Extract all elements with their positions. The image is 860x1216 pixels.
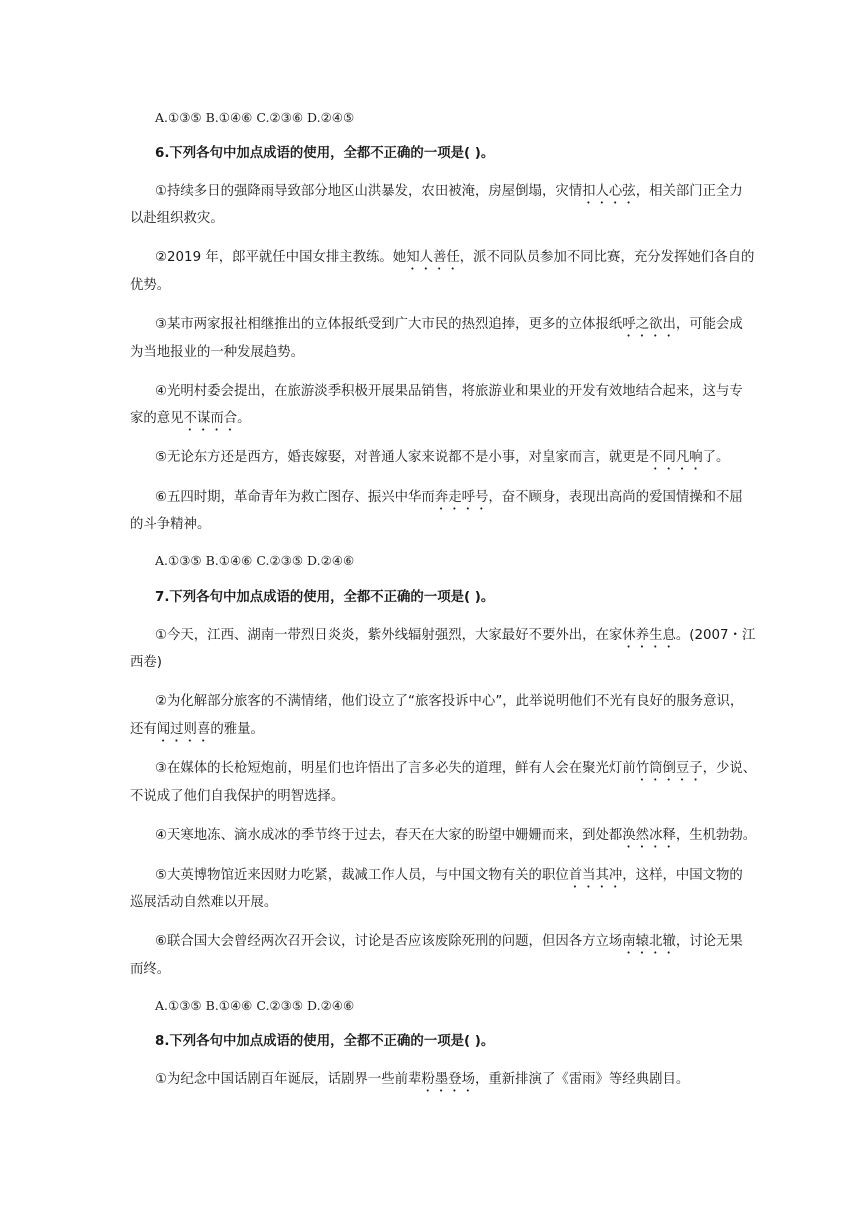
q7-sentence-5-cont: 巡展活动自然难以开展。 [130, 895, 278, 910]
answer-options-q5: A.①③⑤ B.①④⑥ C.②③⑥ D.②④⑤ [155, 110, 355, 125]
answer-options-q7: A.①③⑤ B.①④⑥ C.②③⑤ D.②④⑥ [155, 998, 355, 1013]
emphasized-idiom: 知人善任 [406, 250, 460, 265]
question-8-title: 8.下列各句中加点成语的使用，全都不正确的一项是( )。 [155, 1034, 495, 1049]
emphasized-idiom: 涣然冰释 [622, 828, 676, 843]
emphasized-idiom: 首当其冲 [568, 868, 623, 883]
emphasized-idiom: 竹筒倒豆子 [635, 761, 703, 776]
emphasized-idiom: 奔走呼号 [434, 490, 489, 505]
emphasized-idiom: 不谋而合 [183, 411, 238, 426]
q7-sentence-1-cont: 西卷) [130, 655, 163, 670]
q6-sentence-3-cont: 为当地报业的一种发展趋势。 [130, 345, 305, 360]
emphasized-idiom: 不同凡响 [649, 450, 703, 465]
q6-sentence-6-cont: 的斗争精神。 [130, 517, 211, 532]
emphasized-idiom: 呼之欲出 [622, 317, 676, 332]
question-6-title: 6.下列各句中加点成语的使用，全都不正确的一项是( )。 [155, 146, 495, 161]
q6-sentence-4-cont: 家的意见不谋而合。 [130, 411, 251, 426]
q7-sentence-6-cont: 而终。 [130, 962, 171, 977]
q7-sentence-3: ③在媒体的长枪短炮前，明星们也许悟出了言多必失的道理，鲜有人会在聚光灯前竹筒倒豆子，少说、 [155, 761, 757, 776]
q6-sentence-2-cont: 优势。 [130, 278, 171, 293]
q7-sentence-2-cont: 还有闻过则喜的雅量。 [130, 722, 264, 737]
q7-sentence-3-cont: 不说成了他们自我保护的明智选择。 [130, 789, 345, 804]
q7-sentence-5: ⑤大英博物馆近来因财力吃紧，裁减工作人员，与中国文物有关的职位首当其冲，这样，中国文物的 [155, 868, 743, 883]
q6-sentence-3: ③某市两家报社相继推出的立体报纸受到广大市民的热烈追捧，更多的立体报纸呼之欲出，可能会成 [155, 317, 743, 332]
q6-sentence-5: ⑤无论东方还是西方，婚丧嫁娶，对普通人家来说都不是小事，对皇家而言，就更是不同凡响了。 [155, 450, 730, 465]
question-7-title: 7.下列各句中加点成语的使用，全都不正确的一项是( )。 [155, 590, 495, 605]
emphasized-idiom: 扣人心弦 [582, 184, 636, 199]
q7-sentence-1: ①今天，江西、湖南一带烈日炎炎，紫外线辐射强烈，大家最好不要外出，在家休养生息。(2007・江 [155, 628, 756, 643]
q8-sentence-1: ①为纪念中国话剧百年诞辰，话剧界一些前辈粉墨登场，重新排演了《雷雨》等经典剧目。 [155, 1072, 690, 1087]
emphasized-idiom: 南辕北辙 [622, 934, 676, 949]
q6-sentence-6: ⑥五四时期，革命青年为救亡图存、振兴中华而奔走呼号，奋不顾身，表现出高尚的爱国情操和不屈 [155, 490, 743, 505]
emphasized-idiom: 粉墨登场 [421, 1072, 475, 1087]
q7-sentence-2: ②为化解部分旅客的不满情绪，他们设立了“旅客投诉中心”，此举说明他们不光有良好的服务意识， [155, 694, 744, 709]
q7-sentence-6: ⑥联合国大会曾经两次召开会议，讨论是否应该废除死刑的问题，但因各方立场南辕北辙，讨论无果 [155, 934, 743, 949]
q7-sentence-4: ④天寒地冻、滴水成冰的季节终于过去，春天在大家的盼望中姗姗而来，到处都涣然冰释，生机勃勃。 [155, 828, 757, 843]
q6-sentence-1-cont: 以赴组织救灾。 [130, 211, 224, 226]
answer-options-q6: A.①③⑤ B.①④⑥ C.②③⑤ D.②④⑥ [155, 553, 355, 568]
q6-sentence-1: ①持续多日的强降雨导致部分地区山洪暴发，农田被淹，房屋倒塌，灾情扣人心弦，相关部门正全力 [155, 184, 743, 199]
q6-sentence-2: ②2019 年，郎平就任中国女排主教练。她知人善任，派不同队员参加不同比赛，充分发挥她们各自的 [155, 250, 755, 265]
q6-sentence-4: ④光明村委会提出，在旅游淡季积极开展果品销售，将旅游业和果业的开发有效地结合起来，这与专 [155, 384, 743, 399]
emphasized-idiom: 闻过则喜 [156, 722, 211, 737]
emphasized-idiom: 休养生息 [622, 628, 676, 643]
